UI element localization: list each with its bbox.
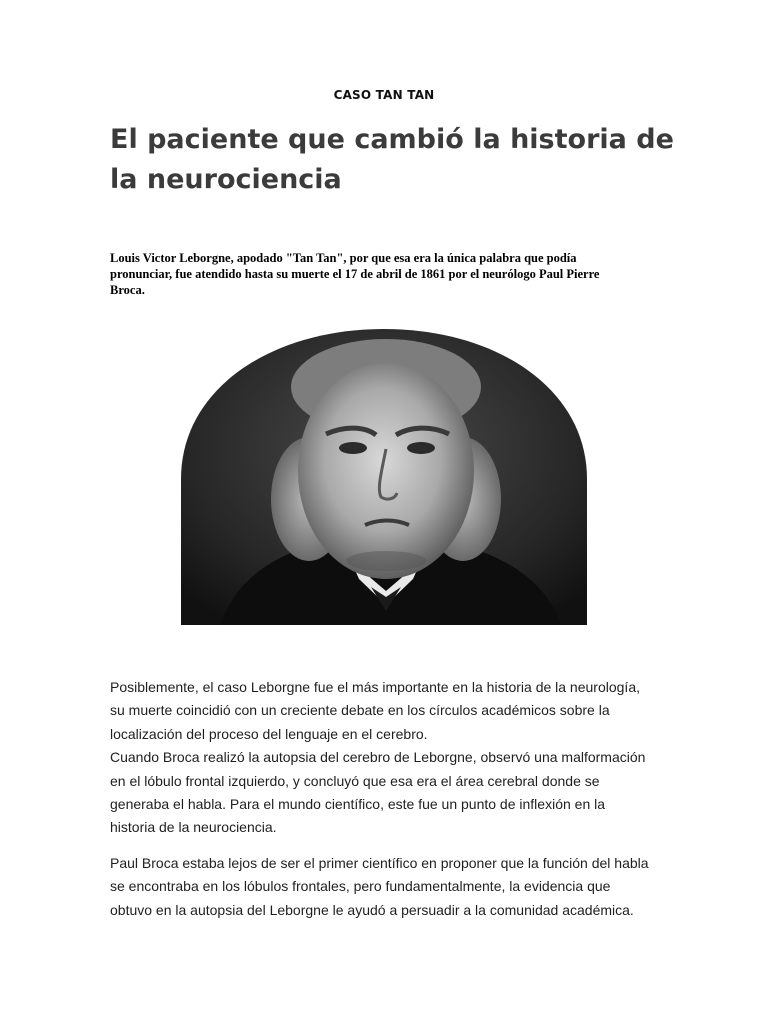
intro-paragraph xyxy=(110,250,658,298)
title-line-2: la neurociencia xyxy=(110,164,342,195)
body-paragraph-2 xyxy=(110,852,670,922)
portrait-image xyxy=(181,329,587,625)
intro-line-1: Louis Victor Leborgne, apodado "Tan Tan", por que esa era la única palabra que podía xyxy=(110,251,577,265)
p1-line: su muerte coincidió con un creciente debate en los círculos académicos sobre la xyxy=(110,702,610,719)
intro-line-3: Broca. xyxy=(110,283,145,297)
p2-line: Paul Broca estaba lejos de ser el primer científico en proponer que la función del habla xyxy=(110,855,649,871)
p1-line: historia de la neurociencia. xyxy=(110,819,277,836)
p2-line: se encontraba en los lóbulos frontales, pero fundamentalmente, la evidencia que xyxy=(110,878,611,895)
p1-line: localización del proceso del lenguaje en el cerebro. xyxy=(110,725,428,742)
p2-line: obtuvo en la autopsia del Leborgne le ayudó a persuadir a la comunidad académica. xyxy=(110,901,634,918)
body-paragraph-1 xyxy=(110,676,670,840)
p1-line: en el lóbulo frontal izquierdo, y concluyó que esa era el área cerebral donde se xyxy=(110,772,600,789)
page-title xyxy=(110,120,674,200)
title-line-1: El paciente que cambió la historia de xyxy=(110,124,674,155)
intro-line-2: pronunciar, fue atendido hasta su muerte el 17 de abril de 1861 por el neurólogo Paul Pierre xyxy=(110,267,600,281)
portrait-caption: Paul Broca xyxy=(395,921,491,945)
section-kicker: CASO TAN TAN xyxy=(333,88,435,102)
p1-line: Cuando Broca realizó la autopsia del cerebro de Leborgne, observó una malformación xyxy=(110,749,646,766)
p1-line: generaba el habla. Para el mundo científico, este fue un punto de inflexión en la xyxy=(110,796,606,813)
p1-line: Posiblemente, el caso Leborgne fue el más importante en la historia de la neurología, xyxy=(110,679,640,695)
